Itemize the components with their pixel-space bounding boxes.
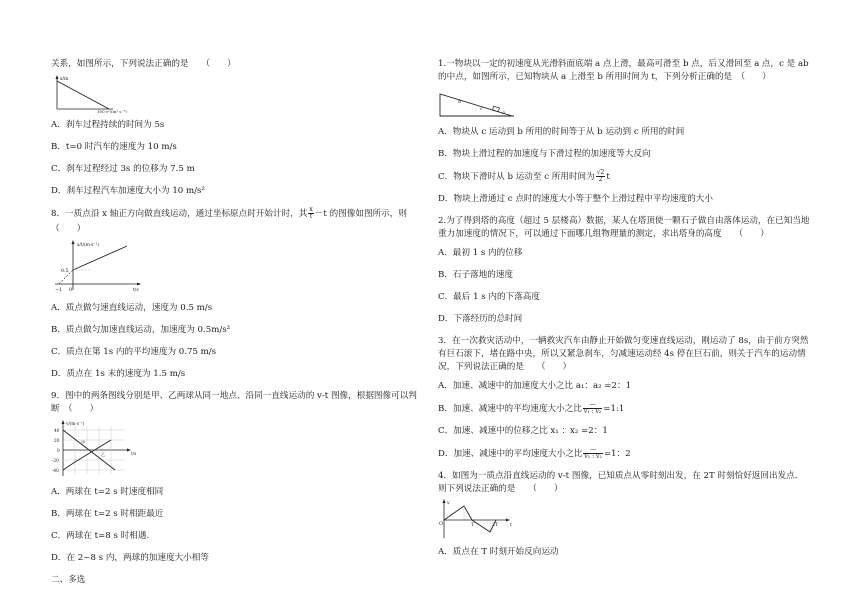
q2-option-c: C．最后 1 s 内的下落高度 — [438, 292, 540, 302]
q9-option-b: B．两球在 t=2 s 时相距最近 — [51, 509, 164, 519]
q3-option-c: C．加速、减速中的位移之比 x₁ ：x₂ =2：1 — [438, 426, 608, 436]
q1-option-b: B．物块上滑过程的加速度与下滑过程的加速度等大反向 — [438, 149, 651, 159]
q3-option-d-text: D．加速、减速中的平均速度大小之比 — [438, 449, 583, 459]
q3-option-b — [438, 402, 810, 416]
q2-option-d: D．下落经历的总时间 — [438, 314, 523, 324]
q1-option-c-den: 2 — [598, 176, 603, 183]
q8-frac-den: t — [309, 213, 313, 220]
fig3-line-a: 甲 — [81, 440, 86, 445]
fig5-x-label: t — [510, 523, 512, 528]
fig4-label-a: a — [502, 110, 505, 116]
q9-stem: 9．图中的两条图线分别是甲、乙两球从同一地点、沿同一直线运动的 v-t 图像，根据图像可以判断 （ ） — [51, 391, 417, 414]
fig3-tick-40: 40 — [54, 428, 60, 433]
q3-option-d — [438, 447, 810, 461]
q2-option-b: B．石子落地的速度 — [438, 270, 514, 280]
q8-paren: （ ） — [51, 224, 86, 234]
q8-option-a: A．质点做匀速直线运动，速度为 0.5 m/s — [51, 303, 213, 313]
q8-option-c: C．质点在第 1s 内的平均速度为 0.75 m/s — [51, 347, 217, 357]
fig5-t2: 2T — [492, 523, 499, 528]
q8-frac-num: x — [309, 206, 313, 213]
q8-option-d: D．质点在 1s 末的速度为 1.5 m/s — [51, 369, 186, 379]
q3-option-b-velocities: v₁ : v₂ — [583, 408, 602, 415]
fig4-label-b: b — [458, 99, 462, 105]
q7-option-d: D．刹车过程汽车加速度大小为 10 m/s² — [51, 186, 205, 196]
q3-option-b-value: =1:1 — [603, 404, 625, 414]
q8-text-a: 8．一质点沿 x 轴正方向做直线运动，通过坐标原点时开始计时，其 — [51, 209, 308, 219]
section-multiple-choice: 二、多选 — [51, 575, 86, 585]
q3-option-a: A．加速、减速中的加速度大小之比 a₁：a₂ =2：1 — [438, 381, 632, 391]
q8-text-b: －t 的图像如图所示，则 — [314, 209, 407, 219]
q7-option-a: A．刹车过程持续的时间为 5s — [51, 120, 165, 130]
q3-option-b-text: B．加速、减速中的平均速度大小之比 — [438, 404, 582, 414]
q3-option-b-bar: — — [583, 402, 602, 409]
q1-option-c — [438, 170, 810, 184]
q8-fraction — [308, 207, 313, 220]
q9-option-c: C．两球在 t=8 s 时相遇. — [51, 531, 150, 541]
q3-option-d-ratio — [583, 447, 602, 460]
left-column — [51, 58, 423, 596]
fig5-t1: T — [471, 523, 475, 528]
fig3-x-label: t/s — [131, 451, 137, 456]
q3-option-d-velocities: v₁ : v₂ — [584, 453, 602, 460]
q7-option-c: C．刹车过程经过 3s 的位移为 7.5 m — [51, 164, 195, 174]
incline-figure — [438, 90, 518, 120]
q1-option-c-fraction — [596, 170, 606, 183]
fig5-y-label: v — [447, 501, 450, 506]
fig3-tick-0: 0 — [57, 448, 60, 453]
q3-option-d-bar: — — [583, 447, 602, 454]
fig3-line-b: 乙 — [101, 452, 106, 457]
q3-stem: 3．在一次救灾活动中，一辆救灾汽车由静止开始做匀变速直线运动，刚运动了 8s，由于前方突然有巨石滚下，堵在路中央，所以又紧急刹车，匀减速运动经 4s 停在巨石前，则关于汽车的运动情况，下列说法正确的是 （ ） — [438, 336, 809, 372]
right-column — [438, 58, 810, 568]
q4-stem: 4．如图为一质点沿直线运动的 v-t 图像，已知质点从零时刻出发，在 2T 时刻恰好返回出发点．则下列说法正确的是 （ ） — [438, 471, 804, 494]
q8-option-b: B．质点做匀加速直线运动，加速度为 0.5m/s² — [51, 325, 231, 335]
x-v2-graph — [51, 73, 151, 113]
fig2-x-neg: −1 — [55, 288, 63, 293]
q1-option-c-num: √2 — [596, 169, 605, 176]
q8-stem — [51, 207, 423, 221]
q4-option-a: A．质点在 T 时刻开始反向运动 — [438, 547, 559, 557]
q9-option-d: D．在 2~8 s 内，两球的加速度大小相等 — [51, 553, 209, 563]
q7-intro: 关系，如图所示，下列说法正确的是 （ ） — [51, 59, 236, 69]
q1-option-d: D．物块上滑通过 c 点时的速度大小等于整个上滑过程中平均速度的大小 — [438, 194, 713, 204]
q1-option-c-text: C．物块下滑时从 b 运动至 c 所用时间为 — [438, 172, 595, 182]
q2-stem: 2.为了得到塔的高度（超过 5 层楼高）数据，某人在塔顶使一颗石子做自由落体运动，在已知当地重力加速度的情况下，可以通过下面哪几组物理量的测定，求出塔身的高度 （ ） — [438, 216, 810, 239]
fig3-tick-neg20: -20 — [52, 458, 59, 463]
xt-t-graph — [51, 238, 151, 296]
q1-stem: 1.一物块以一定的初速度从光滑斜面底端 a 点上滑，最高可滑至 b 点，后又滑回至 a 点，c 是 ab 的中点，如图所示，已知物块从 a 上滑至 b 所用时间为 t，下列分析正确的是 （ ） — [438, 59, 809, 82]
q7-option-b: B．t=0 时汽车的速度为 10 m/s — [51, 142, 177, 152]
fig1-y-label: x/m — [60, 77, 69, 82]
fig1-x-label: 100 v²/(m²·s⁻²) — [97, 109, 127, 113]
fig3-tick-neg40: -40 — [52, 468, 59, 473]
vt-two-balls-graph — [51, 418, 151, 480]
q3-option-b-ratio — [583, 402, 602, 415]
fig2-y-label: x/t/(m·s⁻¹) — [77, 243, 100, 248]
fig4-label-c: c — [480, 106, 483, 112]
q1-option-c-suffix: t — [606, 172, 610, 182]
fig5-origin: O — [439, 522, 443, 527]
vt-single-graph — [438, 498, 518, 540]
q9-option-a: A．两球在 t=2 s 时速度相同 — [51, 487, 164, 497]
q1-option-a: A．物块从 c 运动到 b 所用的时间等于从 b 运动到 c 所用的时间 — [438, 127, 685, 137]
fig3-y-label: v/(m·s⁻¹) — [66, 421, 85, 426]
q2-option-a: A．最初 1 s 内的位移 — [438, 248, 523, 258]
fig3-tick-20: 20 — [54, 438, 60, 443]
q3-option-d-value: =1：2 — [603, 449, 631, 459]
fig2-x-label: t/s — [133, 288, 139, 293]
fig2-y-tick: 0.5 — [61, 269, 69, 274]
fig2-origin: 0 — [69, 288, 73, 293]
